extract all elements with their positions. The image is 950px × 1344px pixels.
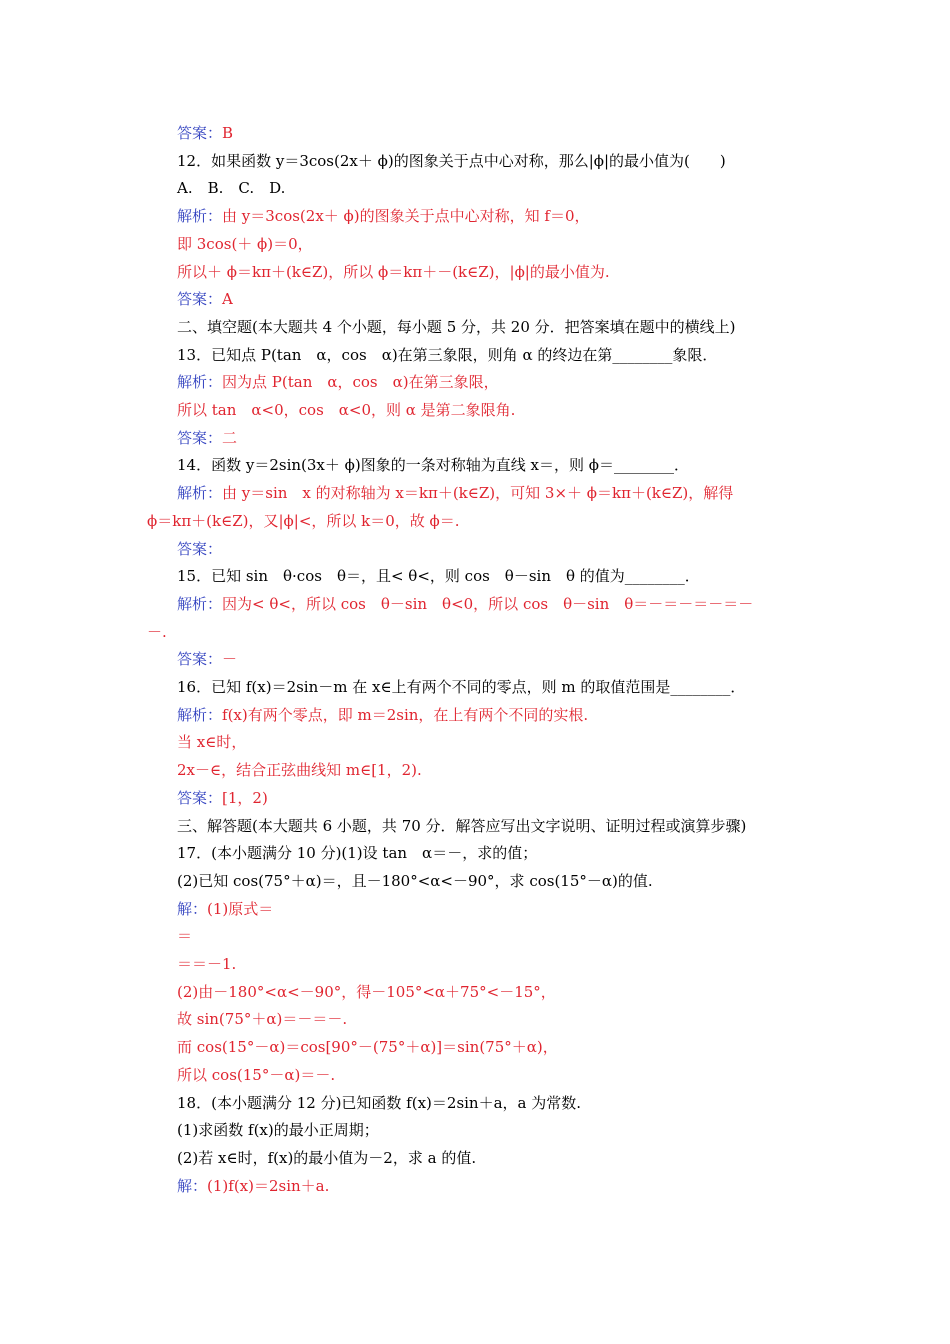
line-text: 二 [222, 428, 238, 447]
text-line [177, 899, 273, 919]
line-text: 由 y＝3cos(2x＋ ϕ)的图象关于点中心对称，知 f＝0， [222, 207, 590, 226]
answer-label: 答案： [177, 539, 223, 558]
answer-label: 答案： [177, 124, 223, 142]
text-line [177, 1065, 335, 1085]
answer-label: 解析： [177, 373, 223, 392]
text-line [177, 566, 700, 586]
line-text: 因为< θ<，所以 cos θ－sin θ<0，所以 cos θ－sin θ＝－＝－＝－＝－ [222, 594, 754, 613]
answer-label: 答案： [177, 428, 223, 447]
text-line [177, 1093, 581, 1113]
line-text: 故 sin(75°＋α)＝－＝－. [177, 1010, 348, 1029]
line-text: 13．已知点 P(tan α，cos α)在第三象限，则角 α 的终边在第________象限． [177, 345, 718, 364]
line-text: 因为点 P(tan α，cos α)在第三象限， [222, 373, 499, 392]
answer-label: 答案： [177, 788, 223, 807]
answer-label: 答案： [177, 650, 223, 669]
text-line [177, 1037, 558, 1057]
text-line [177, 234, 313, 254]
text-line [147, 622, 167, 642]
text-line [177, 1009, 347, 1029]
line-text: 所以 cos(15°－α)＝－. [177, 1065, 336, 1084]
text-line [177, 400, 515, 420]
line-text: 当 x∈时， [177, 733, 247, 752]
text-line [177, 455, 689, 475]
line-text: ＝＝－1. [177, 955, 237, 973]
line-text: 14．函数 y＝2sin(3x＋ ϕ)图象的一条对称轴为直线 x＝，则 ϕ＝________． [177, 456, 689, 475]
line-text: 所以＋ ϕ＝kπ＋(k∈Z)，所以 ϕ＝kπ＋－(k∈Z)，|ϕ|的最小值为. [177, 262, 610, 281]
line-text: 所以 tan α<0，cos α<0，则 α 是第二象限角. [177, 401, 516, 419]
line-text: A. B. C. D. [177, 179, 286, 198]
line-text: ＝ [177, 927, 193, 946]
text-line [177, 262, 610, 282]
answer-label: 解析： [177, 705, 223, 724]
text-line [177, 1148, 476, 1168]
line-text: (1)f(x)＝2sin＋a. [207, 1176, 330, 1195]
line-text: 即 3cos(＋ ϕ)＝0， [177, 234, 313, 253]
text-line [177, 289, 233, 309]
line-text: (1)求函数 f(x)的最小正周期； [177, 1121, 379, 1140]
line-text: (2)若 x∈时，f(x)的最小值为－2，求 a 的值. [177, 1148, 477, 1167]
text-line [177, 1176, 329, 1196]
text-line [177, 539, 222, 559]
text-line [177, 317, 736, 337]
line-text: A [222, 290, 233, 309]
text-line [147, 511, 460, 531]
answer-label: 解析： [177, 594, 223, 613]
line-text: B [222, 124, 234, 142]
text-line [177, 677, 745, 697]
line-text: － [222, 650, 238, 669]
answer-label: 解析： [177, 484, 223, 503]
text-line [177, 206, 590, 226]
line-text: (1)原式＝ [207, 899, 274, 918]
line-text: 18．(本小题满分 12 分)已知函数 f(x)＝2sin＋a，a 为常数. [177, 1093, 582, 1112]
text-line [177, 816, 746, 836]
text-line [177, 151, 726, 171]
line-text: 由 y＝sin x 的对称轴为 x＝kπ＋(k∈Z)，可知 3×＋ ϕ＝kπ＋(k∈Z)，解得 [222, 484, 734, 503]
text-line [177, 483, 733, 503]
text-line [177, 649, 237, 669]
line-text: 16．已知 f(x)＝2sin－m 在 x∈上有两个不同的零点，则 m 的取值范围是________． [177, 678, 746, 696]
line-text: 二、填空题(本大题共 4 个小题，每小题 5 分，共 20 分．把答案填在题中的横线上) [177, 317, 736, 336]
answer-label: 解： [177, 1176, 208, 1195]
line-text: f(x)有两个零点，即 m＝2sin，在上有两个不同的实根. [222, 705, 589, 724]
line-text: 12．如果函数 y＝3cos(2x＋ ϕ)的图象关于点中心对称，那么|ϕ|的最小值为( ) [177, 151, 726, 170]
text-line [177, 732, 246, 752]
text-line [177, 372, 499, 392]
line-text: 而 cos(15°－α)＝cos[90°－(75°＋α)]＝sin(75°＋α)， [177, 1038, 558, 1057]
line-text: －. [147, 622, 167, 641]
text-line [177, 345, 717, 365]
answer-label: 答案： [177, 290, 223, 309]
text-line [177, 123, 233, 143]
text-line [177, 705, 588, 725]
text-line [177, 1120, 379, 1140]
text-line [177, 760, 422, 780]
text-line [177, 788, 268, 808]
text-line [177, 428, 237, 448]
text-line [177, 982, 556, 1002]
text-line [177, 871, 653, 891]
line-text: 17．(本小题满分 10 分)(1)设 tan α＝－，求的值； [177, 844, 538, 863]
line-text: 15．已知 sin θ·cos θ＝，且< θ<，则 cos θ－sin θ 的值为________． [177, 567, 700, 586]
text-line [177, 594, 753, 614]
line-text: 2x－∈，结合正弦曲线知 m∈[1，2). [177, 761, 422, 780]
line-text: (2)由－180°<α<－90°，得－105°<α＋75°<－15°， [177, 982, 556, 1001]
line-text: [1，2) [222, 788, 268, 807]
text-line [177, 843, 537, 863]
line-text: 三、解答题(本大题共 6 小题，共 70 分．解答应写出文字说明、证明过程或演算步骤) [177, 816, 747, 835]
text-line [177, 178, 285, 198]
line-text: (2)已知 cos(75°＋α)＝，且－180°<α<－90°，求 cos(15°－α)的值. [177, 871, 653, 890]
answer-label: 解： [177, 899, 208, 918]
answer-label: 解析： [177, 207, 223, 226]
text-line [177, 954, 236, 974]
line-text: ϕ＝kπ＋(k∈Z)，又|ϕ|<，所以 k＝0，故 ϕ＝. [147, 511, 460, 530]
text-line [177, 926, 192, 946]
